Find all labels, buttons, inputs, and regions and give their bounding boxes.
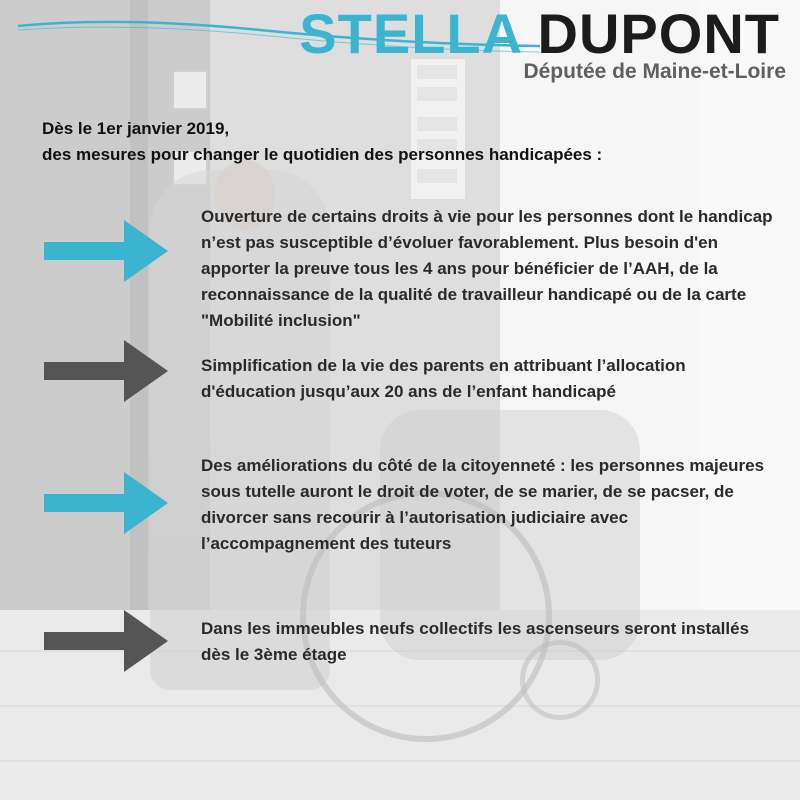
arrow-right-icon — [44, 220, 168, 282]
arrow-right-icon — [44, 610, 168, 672]
intro-line-2: des mesures pour changer le quotidien des personnes handicapées : — [42, 145, 603, 164]
measure-text-1: Ouverture de certains droits à vie pour les personnes dont le handicap n’est pas susceptible d’évoluer favorablement. Plus besoin d'en apporter la preuve tous les 4 ans pour bénéficier de l’AAH, de la reconnaissance de la qualité de travailleur handicapé ou de la carte "Mobilité inclusion" — [201, 207, 773, 330]
intro-line-1: Dès le 1er janvier 2019, — [42, 119, 230, 138]
brand-last-name: DUPONT — [537, 2, 780, 65]
arrow-right-icon — [44, 472, 168, 534]
measure-text-4: Dans les immeubles neufs collectifs les ascenseurs seront installés dès le 3ème étage — [201, 619, 750, 664]
brand-logo — [299, 4, 780, 64]
brand-first-name: STELLA — [299, 2, 521, 65]
arrow-right-icon — [44, 340, 168, 402]
brand-subtitle: Députée de Maine-et-Loire — [523, 60, 786, 83]
intro-text — [42, 116, 602, 168]
measure-text-2: Simplification de la vie des parents en attribuant l’allocation d'éducation jusqu’aux 20 ans de l’enfant handicapé — [201, 356, 686, 401]
measure-text-3: Des améliorations du côté de la citoyenneté : les personnes majeures sous tutelle auront le droit de voter, de se marier, de se pacser, de divorcer sans recourir à l’autorisation judiciaire avec l’accompagnement des tuteurs — [201, 456, 765, 553]
